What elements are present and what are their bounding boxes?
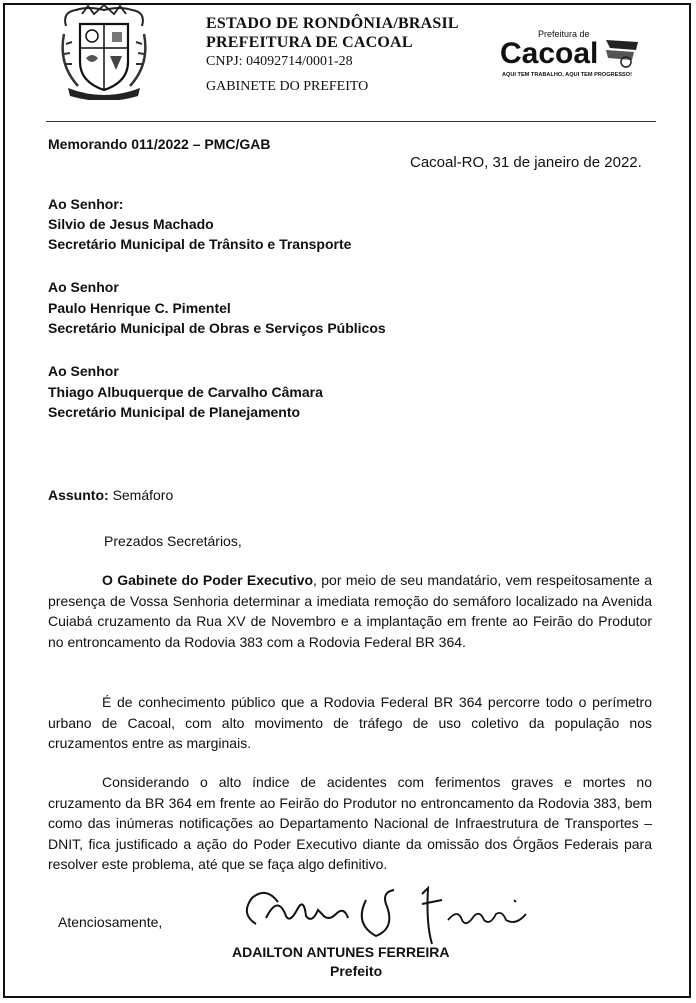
- recipient-title: Secretário Municipal de Obras e Serviços Públicos: [48, 320, 386, 336]
- letterhead: [206, 14, 459, 96]
- subject-line: [48, 485, 173, 505]
- recipient-salutation: Ao Senhor: [48, 363, 119, 379]
- closing: Atenciosamente,: [58, 914, 163, 930]
- recipient-title: Secretário Municipal de Planejamento: [48, 404, 301, 420]
- paragraph-text: É de conhecimento público que a Rodovia Federal BR 364 percorre todo o perímetro urbano de Cacoal, com alto movimento de tráfego de uso coletivo da população nos cruzamentos entre as marginais.: [48, 694, 652, 751]
- paragraph-text: , por meio de seu mandatário, vem respeitosamente a presença de Vossa Senhoria determinar a imediata remoção do semáforo localizado na Avenida Cuiabá cruzamento da Rua XV de Novembro e a implantação em frente ao Feirão do Produtor no entroncamento da Rodovia 383 com a Rodovia Federal BR 364.: [48, 572, 652, 650]
- office-name: GABINETE DO PREFEITO: [206, 79, 369, 94]
- body-paragraph: [48, 692, 652, 754]
- recipient-name: Silvio de Jesus Machado: [48, 216, 214, 232]
- logo-slogan: AQUI TEM TRABALHO, AQUI TEM PROGRESSO!: [502, 72, 633, 78]
- cnpj: CNPJ: 04092714/0001-28: [206, 54, 353, 69]
- recipient-salutation: Ao Senhor:: [48, 196, 124, 212]
- signatory-role: Prefeito: [330, 963, 383, 979]
- subject-label: Assunto:: [48, 487, 109, 503]
- greeting: Prezados Secretários,: [104, 533, 242, 549]
- recipient-salutation: Ao Senhor: [48, 279, 119, 295]
- recipient-title: Secretário Municipal de Trânsito e Transporte: [48, 236, 352, 252]
- logo-name: Cacoal: [500, 37, 599, 70]
- recipient-name: Thiago Albuquerque de Carvalho Câmara: [48, 384, 323, 400]
- body-paragraph: [48, 570, 652, 652]
- state-name: ESTADO DE RONDÔNIA/BRASIL: [206, 15, 459, 32]
- subject-value: Semáforo: [112, 487, 174, 503]
- coat-of-arms-icon: [58, 4, 150, 100]
- body-paragraph: [48, 772, 652, 875]
- header-divider: [46, 121, 656, 122]
- memo-number: Memorando 011/2022 – PMC/GAB: [48, 136, 271, 152]
- city-hall-name: PREFEITURA DE CACOAL: [206, 34, 413, 51]
- executive-office-emphasis: O Gabinete do Poder Executivo: [102, 572, 314, 588]
- place-date: Cacoal-RO, 31 de janeiro de 2022.: [410, 154, 642, 171]
- recipient-name: Paulo Henrique C. Pimentel: [48, 300, 231, 316]
- cacoal-logo: [498, 28, 640, 82]
- logo-small-text: Prefeitura de: [538, 29, 590, 39]
- signatory-name: ADAILTON ANTUNES FERREIRA: [232, 944, 450, 960]
- paragraph-text: Considerando o alto índice de acidentes com ferimentos graves e mortes no cruzamento da BR 364 em frente ao Feirão do Produtor no entroncamento da Rodovia 383, bem como das inúmeras notificações ao Departamento Nacional de Infraestrutura de Transportes – DNIT, fica justificado a ação do Poder Executivo diante da omissão dos Órgãos Federais para resolver este problema, até que se faça algo definitivo.: [48, 774, 652, 872]
